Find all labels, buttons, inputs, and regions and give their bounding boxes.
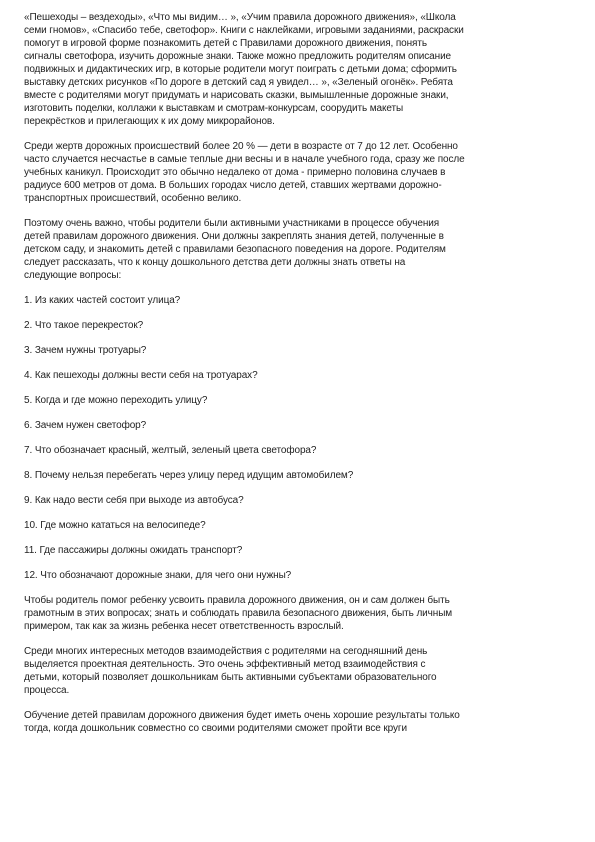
question-list xyxy=(24,294,555,582)
text-line: сигналы светофора, изучить дорожные знаки. Также можно предложить родителям описание xyxy=(24,51,452,62)
question-item: 4. Как пешеходы должны вести себя на тротуарах? xyxy=(24,370,258,381)
text-line: часто случается несчастье в самые теплые дни весны и в начале учебного года, сразу же после xyxy=(24,154,465,165)
question-item: 5. Когда и где можно переходить улицу? xyxy=(24,395,208,406)
text-line: семи гномов», «Спасибо тебе, светофор». Книги с наклейками, игровыми заданиями, раскраски xyxy=(24,25,464,36)
text-line: выставку детских рисунков «По дороге в детский сад я увидел… », «Зеленый огонёк». Ребята xyxy=(24,77,453,88)
question-item: 8. Почему нельзя перебегать через улицу перед идущим автомобилем? xyxy=(24,470,354,481)
text-line: Среди многих интересных методов взаимодействия с родителями на сегодняшний день xyxy=(24,646,428,657)
text-line: перекрёстков и прилегающих к их дому микрорайонов. xyxy=(24,116,275,127)
question-item: 7. Что обозначает красный, желтый, зеленый цвета светофора? xyxy=(24,445,317,456)
question-item: 12. Что обозначают дорожные знаки, для чего они нужны? xyxy=(24,570,292,581)
text-line: процесса. xyxy=(24,685,70,696)
intro-text-block xyxy=(24,11,555,282)
text-line: Обучение детей правилам дорожного движения будет иметь очень хорошие результаты только xyxy=(24,710,460,721)
text-line: детьми, который позволяет дошкольникам быть активными субъектами образовательного xyxy=(24,672,437,683)
intro-paragraph xyxy=(24,140,555,205)
text-line: детей правилам дорожного движения. Они должны закреплять знания детей, полученные в xyxy=(24,231,444,242)
intro-paragraph xyxy=(24,217,555,282)
text-line: изготовить поделки, коллажи к выставкам и смотрам-конкурсам, соорудить макеты xyxy=(24,103,404,114)
intro-paragraph xyxy=(24,11,555,128)
text-line: подвижных и дидактических игр, в которые родители могут поиграть с детьми дома; сформить xyxy=(24,64,457,75)
text-line: радиусе 600 метров от дома. В больших городах число детей, ставших жертвами дорожно- xyxy=(24,180,442,191)
text-line: следующие вопросы: xyxy=(24,270,122,281)
question-item: 6. Зачем нужен светофор? xyxy=(24,420,147,431)
conclusion-text-block xyxy=(24,594,555,735)
question-item: 11. Где пассажиры должны ожидать транспорт? xyxy=(24,545,243,556)
question-item: 1. Из каких частей состоит улица? xyxy=(24,295,181,306)
text-line: грамотным в этих вопросах; знать и соблюдать правила безопасного движения, быть личным xyxy=(24,608,453,619)
text-line: «Пешеходы – вездеходы», «Что мы видим… », «Учим правила дорожного движения», «Школа xyxy=(24,12,456,23)
text-line: тогда, когда дошкольник совместно со своими родителями сможет пройти все круги xyxy=(24,723,407,734)
text-line: Чтобы родитель помог ребенку усвоить правила дорожного движения, он и сам должен быть xyxy=(24,595,450,606)
text-line: помогут в игровой форме познакомить детей с Правилами дорожного движения, понять xyxy=(24,38,427,49)
text-line: Поэтому очень важно, чтобы родители были активными участниками в процессе обучения xyxy=(24,218,440,229)
closing-paragraph xyxy=(24,709,555,735)
text-line: следует рассказать, что к концу дошкольного детства дети должны знать ответы на xyxy=(24,257,406,268)
question-item: 2. Что такое перекресток? xyxy=(24,320,144,331)
text-line: учебных каникул. Происходит это обычно недалеко от дома - примерно половина случаев в xyxy=(24,167,446,178)
text-line: примером, так как за жизнь ребенка несет ответственность взрослый. xyxy=(24,621,344,632)
text-line: вместе с родителями могут придумать и нарисовать сказки, вымышленные дорожные знаки, xyxy=(24,90,449,101)
text-line: детском саду, и знакомить детей с правилами безопасного поведения на дороге. Родителям xyxy=(24,244,446,255)
closing-paragraph xyxy=(24,645,555,697)
text-line: выделяется проектная деятельность. Это очень эффективный метод взаимодействия с xyxy=(24,659,426,670)
question-item: 3. Зачем нужны тротуары? xyxy=(24,345,147,356)
closing-paragraph xyxy=(24,594,555,633)
text-line: транспортных происшествий, особенно велико. xyxy=(24,193,242,204)
text-line: Среди жертв дорожных происшествий более 20 % — дети в возрасте от 7 до 12 лет. Особенно xyxy=(24,141,458,152)
question-item: 10. Где можно кататься на велосипеде? xyxy=(24,520,206,531)
question-item: 9. Как надо вести себя при выходе из автобуса? xyxy=(24,495,244,506)
